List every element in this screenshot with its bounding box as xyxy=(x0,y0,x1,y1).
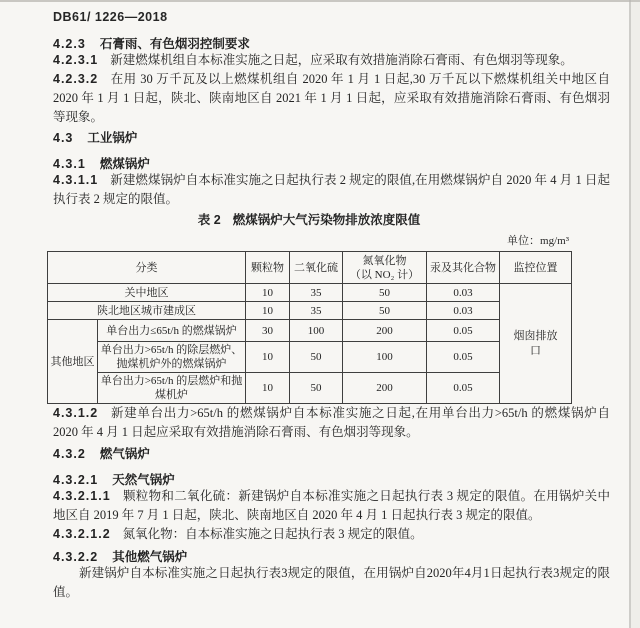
heading-title: 其他燃气锅炉 xyxy=(112,550,188,564)
header-pm: 颗粒物 xyxy=(246,252,290,284)
clause-4-3-2-1-2 xyxy=(53,525,610,544)
row-nox: 100 xyxy=(343,342,427,373)
heading-4-3-2 xyxy=(53,447,610,461)
heading-4-3-2-1 xyxy=(53,473,610,487)
row-category: 单台出力≤65t/h 的燃煤锅炉 xyxy=(98,320,246,342)
clause-number: 4.3.2.2 xyxy=(53,550,99,564)
header-mercury: 汞及其化合物 xyxy=(427,252,500,284)
heading-title: 燃煤锅炉 xyxy=(99,157,150,171)
row-hg: 0.05 xyxy=(427,373,500,404)
heading-title: 石膏雨、有色烟羽控制要求 xyxy=(99,37,250,51)
row-hg: 0.03 xyxy=(427,302,500,320)
row-nox: 200 xyxy=(343,320,427,342)
row-nox: 200 xyxy=(343,373,427,404)
header-nox xyxy=(343,252,427,284)
clause-text: 新建燃煤机组自本标准实施之日起，应采取有效措施消除石膏雨、有色烟羽等现象。 xyxy=(110,53,573,67)
row-hg: 0.03 xyxy=(427,284,500,302)
row-nox: 50 xyxy=(343,302,427,320)
clause-number: 4.3.2.1.1 xyxy=(53,489,111,503)
row-pm: 10 xyxy=(246,342,290,373)
heading-4-3-2-2 xyxy=(53,550,610,564)
row-category: 单台出力>65t/h 的除层燃炉、抛煤机炉外的燃煤锅炉 xyxy=(98,342,246,373)
row-so2: 35 xyxy=(290,284,343,302)
monitor-location-cell xyxy=(500,284,572,404)
clause-text: 颗粒物和二氧化硫：新建锅炉自本标准实施之日起执行表 3 规定的限值。在用锅炉关中地区自 2019 年 7 月 1 日起，陕北、陕南地区自 2020 年 4 月 1 日起执行表 3 规定的限值。 xyxy=(53,489,610,522)
heading-title: 天然气锅炉 xyxy=(112,473,175,487)
table-row xyxy=(48,320,572,342)
clause-text: 新建单台出力>65t/h 的燃煤锅炉自本标准实施之日起,在用单台出力>65t/h 的燃煤锅炉自 2020 年 4 月 1 日起应采取有效措施消除石膏雨、有色烟羽等现象。 xyxy=(53,406,610,439)
clause-number: 4.3.2.1 xyxy=(53,473,99,487)
clause-number: 4.2.3.2 xyxy=(53,72,99,86)
clause-number: 4.3.1 xyxy=(53,157,86,171)
table2-title-number: 表 2 xyxy=(197,213,221,227)
table2-block xyxy=(47,213,571,404)
row-nox: 50 xyxy=(343,284,427,302)
table-header-row xyxy=(48,252,572,284)
clause-number: 4.3.2.1.2 xyxy=(53,527,111,541)
table2-unit-label: 单位：mg/m³ xyxy=(507,235,569,247)
clause-number: 4.3 xyxy=(53,131,74,145)
clause-4-3-1-2 xyxy=(53,404,610,442)
clause-4-3-1-1 xyxy=(53,171,610,209)
heading-title: 燃气锅炉 xyxy=(99,447,150,461)
table2-title-text: 燃煤锅炉大气污染物排放浓度限值 xyxy=(232,213,421,227)
table2-title xyxy=(47,213,571,228)
clause-text: 新建燃煤锅炉自本标准实施之日起执行表 2 规定的限值,在用燃煤锅炉自 2020 年 4 月 1 日起执行表 2 规定的限值。 xyxy=(53,173,610,206)
header-monitor-location: 监控位置 xyxy=(500,252,572,284)
emission-limits-table xyxy=(47,251,572,404)
header-category: 分类 xyxy=(48,252,246,284)
clause-text: 氮氧化物：自本标准实施之日起执行表 3 规定的限值。 xyxy=(122,527,423,541)
heading-4-2-3 xyxy=(53,37,610,51)
row-pm: 10 xyxy=(246,284,290,302)
table-row xyxy=(48,373,572,404)
row-category: 单台出力>65t/h 的层燃炉和抛煤机炉 xyxy=(98,373,246,404)
row-so2: 50 xyxy=(290,342,343,373)
clause-number: 4.3.2 xyxy=(53,447,86,461)
row-category: 陕北地区城市建成区 xyxy=(48,302,246,320)
clause-number: 4.3.1.2 xyxy=(53,406,99,420)
header-nox-line1: 氮氧化物 xyxy=(362,254,407,267)
clause-4-3-2-2-paragraph: 新建锅炉自本标准实施之日起执行表3规定的限值，在用锅炉自2020年4月1日起执行表3规定的限值。 xyxy=(53,566,610,599)
table-row xyxy=(48,284,572,302)
document-number: DB61/ 1226—2018 xyxy=(53,10,168,24)
row-so2: 100 xyxy=(290,320,343,342)
clause-number: 4.2.3 xyxy=(53,37,86,51)
header-so2: 二氧化硫 xyxy=(290,252,343,284)
clause-number: 4.2.3.1 xyxy=(53,53,99,67)
clause-4-2-3-2 xyxy=(53,70,610,127)
monitor-location-value: 烟囱排放口 xyxy=(513,329,558,357)
row-category: 关中地区 xyxy=(48,284,246,302)
clause-4-3-2-1-1 xyxy=(53,487,610,525)
table-row xyxy=(48,302,572,320)
row-pm: 30 xyxy=(246,320,290,342)
heading-4-3 xyxy=(53,131,610,145)
clause-number: 4.3.1.1 xyxy=(53,173,99,187)
row-pm: 10 xyxy=(246,373,290,404)
row-so2: 50 xyxy=(290,373,343,404)
clause-4-2-3-1 xyxy=(53,51,610,70)
clause-text: 在用 30 万千瓦及以上燃煤机组自 2020 年 1 月 1 日起,30 万千瓦以下燃煤机组关中地区自 2020 年 1 月 1 日起，陕北、陕南地区自 2021 年 1 月 1 日起，应采取有效措施消除石膏雨、有色烟羽等现象。 xyxy=(53,72,610,124)
table-row xyxy=(48,342,572,373)
heading-4-3-1 xyxy=(53,157,610,171)
row-so2: 35 xyxy=(290,302,343,320)
row-pm: 10 xyxy=(246,302,290,320)
heading-title: 工业锅炉 xyxy=(87,131,138,145)
row-hg: 0.05 xyxy=(427,342,500,373)
row-group-label: 其他地区 xyxy=(48,320,98,404)
row-hg: 0.05 xyxy=(427,320,500,342)
header-nox-line2: （以 NO₂ 计） xyxy=(349,268,420,281)
